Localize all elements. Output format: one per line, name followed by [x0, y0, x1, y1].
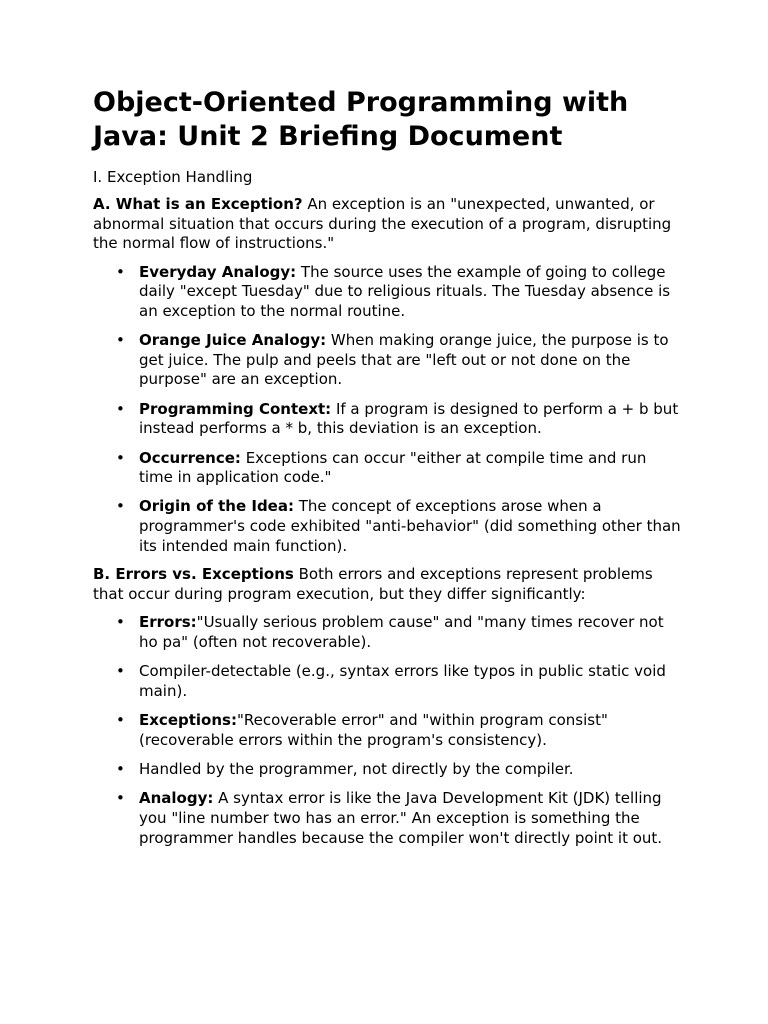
bullet-text: "Usually serious problem cause" and "many times recover not ho pa" (often not recoverable).	[139, 613, 664, 652]
bullet-text: Compiler-detectable (e.g., syntax errors like typos in public static void main).	[139, 662, 666, 700]
part-a-heading: A. What is an Exception?	[93, 195, 303, 213]
list-item	[93, 662, 683, 701]
bullet-icon: •	[116, 613, 125, 632]
bullet-text: When making orange juice, the purpose is to get juice. The pulp and peels that are "left out or not done on the purpose" are an exception.	[139, 331, 669, 389]
part-a-bullet-list	[93, 263, 683, 556]
part-b-bullet-list	[93, 613, 683, 848]
bullet-label: Occurrence:	[139, 448, 241, 467]
bullet-label: Everyday Analogy:	[139, 262, 297, 281]
part-a-paragraph	[93, 195, 683, 254]
part-b-heading: B. Errors vs. Exceptions	[93, 565, 294, 584]
bullet-text: "Recoverable error" and "within program consist" (recoverable errors within the program's consistency).	[139, 711, 608, 749]
bullet-label: Origin of the Idea:	[139, 497, 294, 516]
section-heading: I. Exception Handling	[93, 168, 253, 186]
bullet-label: Orange Juice Analogy:	[139, 331, 327, 350]
bullet-icon: •	[116, 331, 125, 350]
bullet-text: The source uses the example of going to college daily "except Tuesday" due to religious rituals. The Tuesday absence is an exception to the normal routine.	[139, 262, 671, 320]
bullet-label: Analogy:	[139, 789, 214, 808]
bullet-label: Programming Context:	[139, 399, 332, 418]
bullet-label: Exceptions:	[139, 711, 237, 730]
list-item	[93, 711, 683, 750]
document-page	[93, 86, 683, 857]
bullet-text: The concept of exceptions arose when a programmer's code exhibited "anti-behavior" (did something other than its intended main function).	[139, 497, 681, 555]
bullet-text: A syntax error is like the Java Development Kit (JDK) telling you "line number two has an error." An exception is something the programmer handles because the compiler won't directly point it out.	[139, 789, 663, 847]
part-b-paragraph	[93, 565, 683, 604]
list-item	[93, 400, 683, 439]
bullet-text: Handled by the programmer, not directly by the compiler.	[139, 760, 574, 779]
list-item	[93, 613, 683, 652]
bullet-text: Exceptions can occur "either at compile time and run time in application code."	[139, 448, 647, 487]
bullet-icon: •	[116, 262, 125, 281]
bullet-icon: •	[116, 711, 125, 730]
list-item	[93, 760, 683, 780]
bullet-label: Errors:	[139, 613, 197, 632]
list-item	[93, 263, 683, 322]
bullet-icon: •	[116, 448, 125, 467]
list-item	[93, 789, 683, 848]
part-b-text: Both errors and exceptions represent problems that occur during program execution, but they differ significantly:	[93, 565, 653, 603]
bullet-icon: •	[116, 399, 125, 418]
bullet-icon: •	[116, 662, 125, 681]
bullet-icon: •	[116, 760, 125, 779]
part-a-text: An exception is an "unexpected, unwanted, or abnormal situation that occurs during the execution of a program, disrupting the normal flow of instructions."	[93, 195, 672, 253]
document-title: Object-Oriented Programming with Java: Unit 2 Briefing Document	[93, 87, 629, 152]
bullet-text: If a program is designed to perform a + b but instead performs a * b, this deviation is an exception.	[139, 399, 679, 438]
list-item	[93, 449, 683, 488]
list-item	[93, 331, 683, 390]
list-item	[93, 497, 683, 556]
bullet-icon: •	[116, 789, 125, 808]
bullet-icon: •	[116, 497, 125, 516]
